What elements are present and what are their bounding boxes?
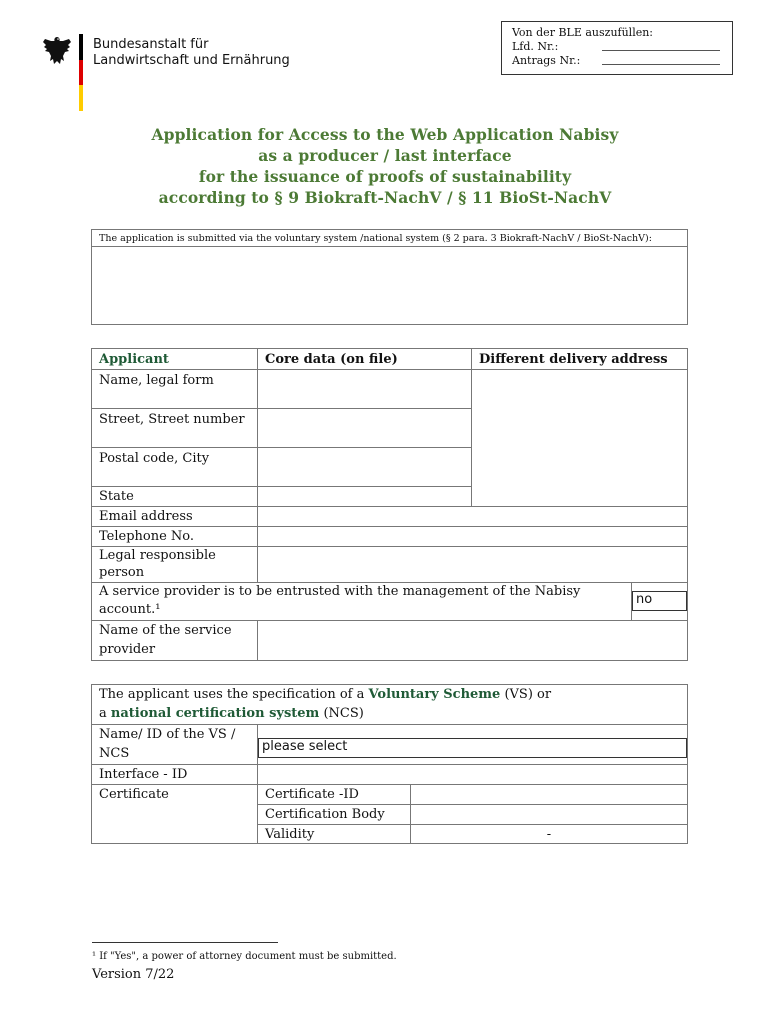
scheme-intro-part1: The applicant uses the specification of a <box>99 687 369 702</box>
federal-eagle-icon <box>42 34 72 68</box>
title-line-3: for the issuance of proofs of sustainability <box>198 167 572 186</box>
lfd-nr-label: Lfd. Nr.: <box>512 40 559 53</box>
label-service-provider-name: Name of the service provider <box>91 620 258 661</box>
input-service-provider-name[interactable] <box>257 620 688 661</box>
label-legal-person: Legal responsible person <box>91 546 258 583</box>
label-postal-city: Postal code, City <box>91 447 258 487</box>
national-certification-term: national certification system <box>110 706 320 721</box>
label-street: Street, Street number <box>91 408 258 448</box>
ble-office-use-box <box>501 21 733 75</box>
title-line-2: as a producer / last interface <box>258 146 512 165</box>
label-interface-id: Interface - ID <box>91 764 258 785</box>
german-flag-bar <box>79 34 83 111</box>
system-box <box>91 229 688 325</box>
scheme-select[interactable]: please select <box>258 738 687 758</box>
label-certificate-id: Certificate -ID <box>257 784 411 805</box>
label-telephone: Telephone No. <box>91 526 258 547</box>
input-postal-city[interactable] <box>257 447 472 487</box>
system-box-label: The application is submitted via the voluntary system /national system (§ 2 para. 3 Biokraft-NachV / BioSt-NachV): <box>99 233 652 244</box>
label-validity: Validity <box>257 824 411 844</box>
label-name-id-scheme: Name/ ID of the VS / NCS <box>91 724 258 765</box>
input-state[interactable] <box>257 486 472 507</box>
page-title <box>0 124 770 208</box>
input-certification-body[interactable] <box>410 804 688 825</box>
antrags-nr-field[interactable] <box>602 54 720 65</box>
organization-name <box>93 37 290 69</box>
system-input[interactable] <box>96 250 683 320</box>
version-label: Version 7/22 <box>92 967 175 982</box>
service-provider-question: A service provider is to be entrusted with the management of the Nabisy account.¹ <box>91 582 632 621</box>
title-line-4: according to § 9 Biokraft-NachV / § 11 BioSt-NachV <box>158 188 612 207</box>
lfd-nr-field[interactable] <box>602 40 720 51</box>
label-certification-body: Certification Body <box>257 804 411 825</box>
voluntary-scheme-term: Voluntary Scheme <box>368 687 501 702</box>
input-street[interactable] <box>257 408 472 448</box>
label-name-legal-form: Name, legal form <box>91 369 258 409</box>
antrags-nr-label: Antrags Nr.: <box>512 54 581 67</box>
scheme-intro-part4: (NCS) <box>319 706 364 721</box>
scheme-intro-part3: a <box>99 706 111 721</box>
delivery-address-header: Different delivery address <box>471 348 688 370</box>
core-data-header: Core data (on file) <box>257 348 472 370</box>
applicant-header: Applicant <box>91 348 258 370</box>
input-interface-id[interactable] <box>257 764 688 785</box>
service-provider-select[interactable]: no <box>632 591 687 611</box>
input-telephone[interactable] <box>257 526 688 547</box>
input-legal-person[interactable] <box>257 546 688 583</box>
input-name-legal-form[interactable] <box>257 369 472 409</box>
scheme-table <box>91 684 688 844</box>
input-delivery-address[interactable] <box>471 369 688 507</box>
footnote-divider <box>92 942 278 943</box>
input-validity[interactable]: - <box>410 824 688 844</box>
scheme-intro <box>91 684 688 725</box>
input-email[interactable] <box>257 506 688 527</box>
org-line-1: Bundesanstalt für <box>93 37 209 52</box>
footnote: ¹ If "Yes", a power of attorney document must be submitted. <box>92 951 397 962</box>
ble-box-heading: Von der BLE auszufüllen: <box>512 26 654 39</box>
input-certificate-id[interactable] <box>410 784 688 805</box>
label-certificate: Certificate <box>91 784 258 844</box>
label-state: State <box>91 486 258 507</box>
applicant-table <box>91 348 688 661</box>
title-line-1: Application for Access to the Web Application Nabisy <box>151 125 619 144</box>
label-email: Email address <box>91 506 258 527</box>
scheme-intro-part2: (VS) or <box>500 687 552 702</box>
org-line-2: Landwirtschaft und Ernährung <box>93 53 290 68</box>
